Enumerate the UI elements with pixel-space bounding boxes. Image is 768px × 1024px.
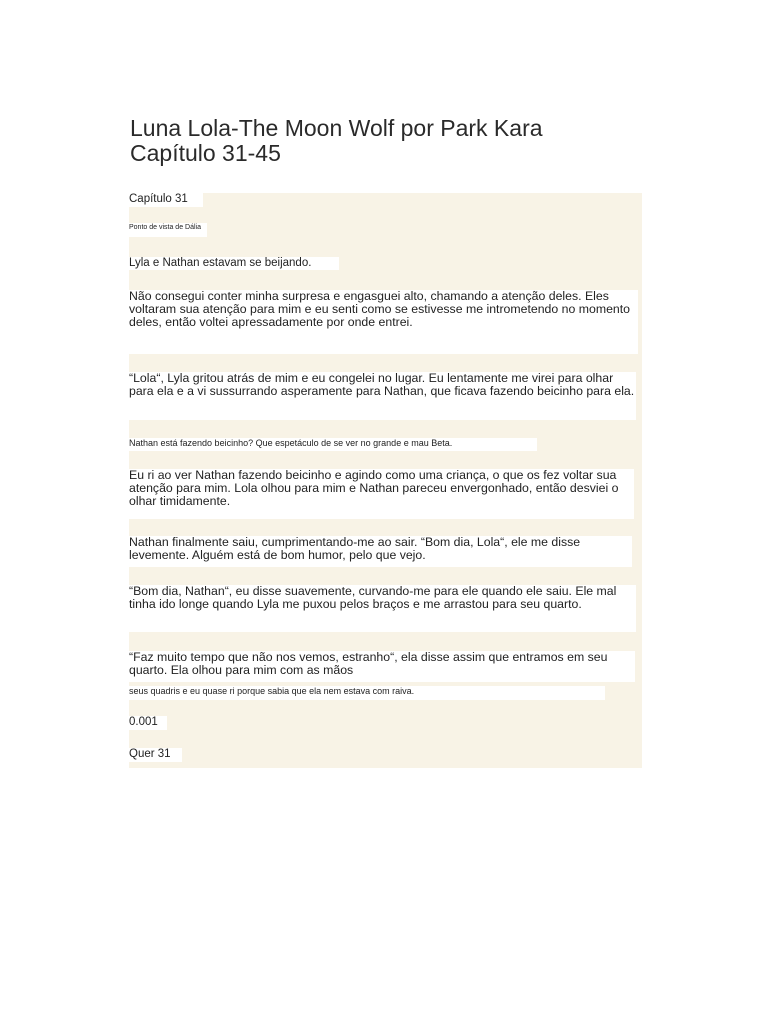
paragraph: “Faz muito tempo que não nos vemos, estranho“, ela disse assim que entramos em seu quarto. Ela olhou para mim com as mãos — [129, 651, 635, 682]
point-of-view-label: Ponto de vista de Dália — [129, 223, 207, 237]
paragraph: Lyla e Nathan estavam se beijando. — [129, 257, 339, 270]
paragraph: “Bom dia, Nathan“, eu disse suavemente, curvando-me para ele quando ele saiu. Ele mal tinha ido longe quando Lyla me puxou pelos braços e me arrastou para seu quarto. — [129, 585, 636, 632]
paragraph: Não consegui conter minha surpresa e engasguei alto, chamando a atenção deles. Eles voltaram sua atenção para mim e eu senti como se estivesse me intrometendo no momento deles, então voltei apressadamente por onde entrei. — [129, 290, 638, 354]
chapter-heading: Capítulo 31 — [129, 193, 203, 207]
document-title — [130, 116, 690, 166]
title-line-2: Capítulo 31-45 — [130, 140, 281, 166]
paragraph: Eu ri ao ver Nathan fazendo beicinho e agindo como uma criança, o que os fez voltar sua atenção para mim. Lola olhou para mim e Nathan pareceu envergonhado, então desviei o olhar timidamente. — [129, 469, 634, 519]
paragraph: “Lola“, Lyla gritou atrás de mim e eu congelei no lugar. Eu lentamente me virei para olhar para ela e a vi sussurrando asperamente para Nathan, que ficava fazendo beicinho para ela. — [129, 372, 636, 420]
paragraph: Quer 31 — [129, 748, 182, 762]
paragraph: 0.001 — [129, 716, 167, 730]
paragraph: Nathan está fazendo beicinho? Que espetáculo de se ver no grande e mau Beta. — [129, 438, 537, 451]
paragraph: seus quadris e eu quase ri porque sabia que ela nem estava com raiva. — [129, 686, 605, 700]
title-line-1: Luna Lola-The Moon Wolf por Park Kara — [130, 115, 543, 141]
paragraph: Nathan finalmente saiu, cumprimentando-me ao sair. “Bom dia, Lola“, ele me disse levemente. Alguém está de bom humor, pelo que vejo. — [129, 536, 632, 567]
